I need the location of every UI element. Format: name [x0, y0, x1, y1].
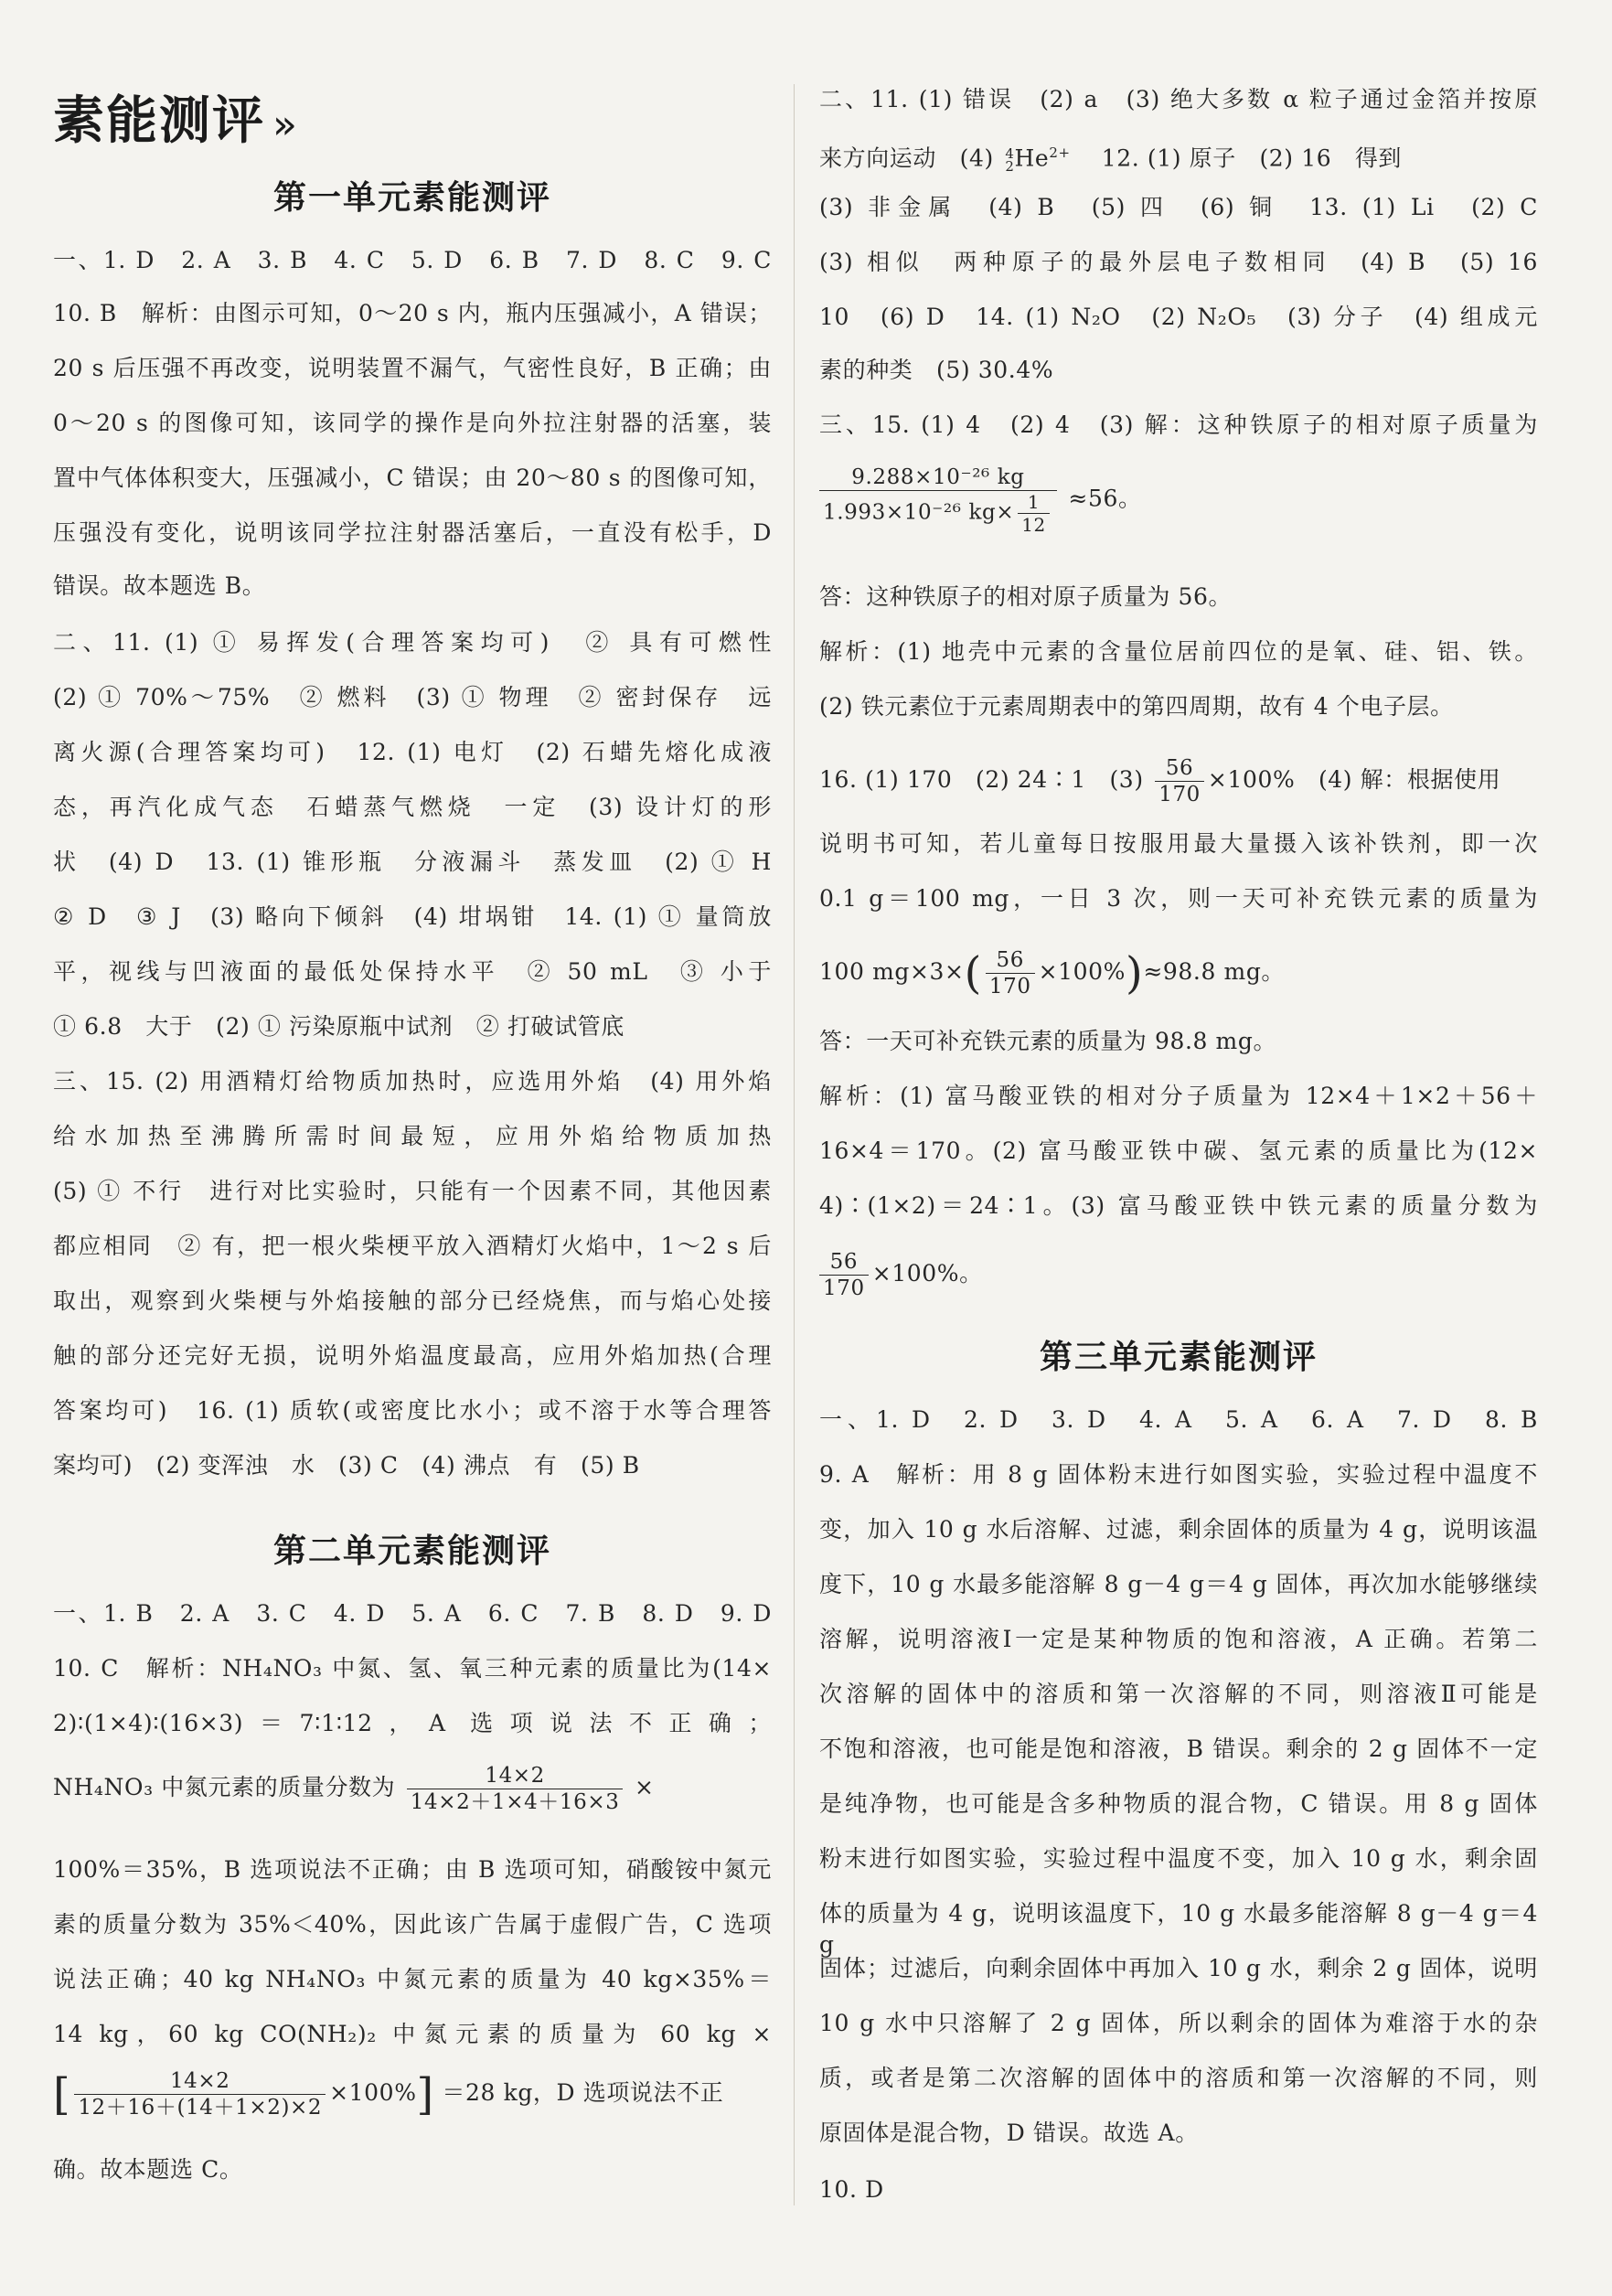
- answer-line: 给水加热至沸腾所需时间最短，应用外焰给物质加热: [53, 1123, 772, 1149]
- answer-line: 离火源(合理答案均可) 12. (1) 电灯 (2) 石蜡先熔化成液: [53, 739, 772, 765]
- atomic-number: 2: [1005, 157, 1015, 175]
- answer-line: 二、11. (1) 错误 (2) a (3) 绝大多数 α 粒子通过金箔并按原: [819, 86, 1538, 112]
- answer-line: (2) 铁元素位于元素周期表中的第四周期，故有 4 个电子层。: [819, 693, 1454, 720]
- unit-2-title: 第二单元素能测评: [272, 1532, 551, 1570]
- answer-line: 14 kg，60 kg CO(NH₂)₂ 中氮元素的质量为 60 kg ×: [53, 2021, 772, 2047]
- answer-line: 取出，观察到火柴梗与外焰接触的部分已经烧焦，而与焰心处接: [53, 1287, 772, 1314]
- answer-line: 平，视线与凹液面的最低处保持水平 ② 50 mL ③ 小于: [53, 958, 772, 985]
- answer-line: (5) ① 不行 进行对比实验时，只能有一个因素不同，其他因素: [53, 1178, 772, 1204]
- answer-line: 20 s 后压强不再改变，说明装置不漏气，气密性良好，B 正确；由: [53, 355, 772, 381]
- answer-line: 4)∶(1×2)＝24∶1。(3) 富马酸亚铁中铁元素的质量分数为: [819, 1192, 1538, 1219]
- answer-line: 解析：(1) 地壳中元素的含量位居前四位的是氧、硅、铝、铁。: [819, 638, 1538, 665]
- answer-line: 10. C 解析：NH₄NO₃ 中氮、氢、氧三种元素的质量比为(14×: [53, 1655, 772, 1682]
- fraction-denominator: 170: [988, 975, 1031, 998]
- answer-line: 变，加入 10 g 水后溶解、过滤，剩余固体的质量为 4 g，说明该温: [819, 1516, 1538, 1543]
- answer-line: 2)∶(1×4)∶(16×3)＝7∶1∶12，A 选项说法不正确；: [53, 1710, 772, 1736]
- unit-3-title: 第三单元素能测评: [1039, 1339, 1318, 1376]
- answer-line: 溶解，说明溶液Ⅰ一定是某种物质的饱和溶液，A 正确。若第二: [819, 1626, 1538, 1652]
- formula-text: 来方向运动 (4): [819, 144, 994, 172]
- answer-line: 10. B 解析：由图示可知，0～20 s 内，瓶内压强减小，A 错误；: [53, 300, 772, 326]
- answer-line: (3) 非金属 (4) B (5) 四 (6) 铜 13. (1) Li (2) C: [819, 194, 1538, 220]
- formula-text: ×100%: [1038, 958, 1126, 985]
- answer-line: 确。故本题选 C。: [53, 2156, 243, 2183]
- fraction-denominator: 170: [1158, 783, 1201, 806]
- formula-line: [819, 137, 1538, 174]
- answer-line: 错误。故本题选 B。: [53, 572, 266, 599]
- fraction-numerator: 56: [819, 1249, 869, 1276]
- answer-line: 是纯净物，也可能是含多种物质的混合物，C 错误。用 8 g 固体: [819, 1790, 1538, 1817]
- answer-line: 状 (4) D 13. (1) 锥形瓶 分液漏斗 蒸发皿 (2) ① H: [53, 849, 772, 875]
- fraction-denominator: 14×2＋1×4＋16×3: [410, 1790, 620, 1814]
- bracket: ]: [416, 2068, 434, 2120]
- fraction-numerator: 14×2: [407, 1763, 624, 1789]
- answer-line: 二、11. (1) ① 易挥发(合理答案均可) ② 具有可燃性: [53, 629, 772, 656]
- answer-line: 态，再汽化成气态 石蜡蒸气燃烧 一定 (3) 设计灯的形: [53, 794, 772, 820]
- answer-line: 三、15. (2) 用酒精灯给物质加热时，应选用外焰 (4) 用外焰: [53, 1068, 772, 1095]
- formula-text: ≈98.8 mg。: [1143, 958, 1286, 985]
- fraction-numerator: 14×2: [74, 2068, 326, 2095]
- answer-line: 说法正确；40 kg NH₄NO₃ 中氮元素的质量为 40 kg×35%＝: [53, 1966, 772, 1992]
- formula-text: ×100% (4) 解：根据使用: [1207, 766, 1501, 793]
- answer-line: 16×4＝170。(2) 富马酸亚铁中碳、氢元素的质量比为(12×: [819, 1137, 1538, 1164]
- element-symbol: He: [1014, 144, 1050, 172]
- answer-line: 压强没有变化，说明该同学拉注射器活塞后，一直没有松手，D: [53, 519, 772, 546]
- answer-line: 置中气体体积变大，压强减小，C 错误；由 20～80 s 的图像可知，: [53, 465, 772, 491]
- formula-line: [819, 1249, 1538, 1301]
- formula-text: NH₄NO₃ 中氮元素的质量分数为: [53, 1774, 396, 1800]
- answer-line: 一、1. B 2. A 3. C 4. D 5. A 6. C 7. B 8. D 9. D: [53, 1600, 772, 1627]
- answer-line: 粉末进行如图实验，实验过程中温度不变，加入 10 g 水，剩余固: [819, 1845, 1538, 1872]
- formula-text: ≈56。: [1068, 485, 1142, 512]
- formula-line: [819, 465, 1538, 536]
- fraction-denominator: 12: [1021, 514, 1046, 536]
- answer-line: 不饱和溶液，也可能是饱和溶液，B 错误。剩余的 2 g 固体不一定: [819, 1735, 1538, 1762]
- formula-text: ×100%: [329, 2079, 417, 2106]
- fraction: [1155, 755, 1204, 807]
- column-divider: [794, 84, 795, 2205]
- answer-line: 答案均可) 16. (1) 质软(或密度比水小；或不溶于水等合理答: [53, 1397, 772, 1424]
- fraction-numerator: 56: [986, 947, 1035, 974]
- answer-line: 10. D: [819, 2176, 884, 2203]
- fraction-numerator: 9.288×10⁻²⁶ kg: [819, 465, 1057, 491]
- answer-line: 体的质量为 4 g，说明该温度下，10 g 水最多能溶解 8 g－4 g＝4 g: [819, 1900, 1538, 1958]
- answer-line: 固体；过滤后，向剩余固体中再加入 10 g 水，剩余 2 g 固体，说明: [819, 1955, 1538, 1981]
- fraction-numerator: 1: [1018, 491, 1050, 514]
- answer-line: 答：一天可补充铁元素的质量为 98.8 mg。: [819, 1028, 1277, 1054]
- page-title: [53, 80, 299, 154]
- answer-line: 说明书可知，若儿童每日按服用最大量摄入该补铁剂，即一次: [819, 830, 1538, 857]
- answer-line: (2) ① 70%～75% ② 燃料 (3) ① 物理 ② 密封保存 远: [53, 684, 772, 710]
- answer-line: 质，或者是第二次溶解的固体中的溶质和第一次溶解的不同，则: [819, 2065, 1538, 2091]
- fraction: [74, 2068, 326, 2120]
- mass-number: 4: [1005, 144, 1015, 162]
- formula-text: ×: [635, 1774, 655, 1800]
- answer-line: 案均可) (2) 变浑浊 水 (3) C (4) 沸点 有 (5) B: [53, 1452, 640, 1479]
- answer-line: ① 6.8 大于 (2) ① 污染原瓶中试剂 ② 打破试管底: [53, 1013, 625, 1040]
- answer-line: 一、1. D 2. D 3. D 4. A 5. A 6. A 7. D 8. B: [819, 1406, 1538, 1433]
- fraction: [986, 947, 1035, 999]
- answer-line: 一、1. D 2. A 3. B 4. C 5. D 6. B 7. D 8. C 9. C: [53, 247, 772, 273]
- unit-1-title: 第一单元素能测评: [272, 179, 551, 217]
- answer-line: 原固体是混合物，D 错误。故选 A。: [819, 2120, 1199, 2146]
- answer-line: ② D ③ J (3) 略向下倾斜 (4) 坩埚钳 14. (1) ① 量筒放: [53, 903, 772, 930]
- formula-text: ＝28 kg，D 选项说法不正: [442, 2079, 724, 2106]
- answer-line: 9. A 解析：用 8 g 固体粉末进行如图实验，实验过程中温度不: [819, 1461, 1538, 1488]
- answer-line: 都应相同 ② 有，把一根火柴梗平放入酒精灯火焰中，1～2 s 后: [53, 1233, 772, 1259]
- fraction: [1018, 491, 1050, 536]
- bracket: (: [964, 947, 982, 999]
- denominator-text: 1.993×10⁻²⁶ kg×: [823, 500, 1015, 525]
- fraction: [819, 1249, 869, 1301]
- bracket: ): [1126, 947, 1144, 999]
- title-text: 素能测评: [53, 91, 265, 151]
- answer-line: 素的质量分数为 35%＜40%，因此该广告属于虚假广告，C 选项: [53, 1911, 772, 1938]
- fraction: [407, 1763, 624, 1815]
- answer-line: 触的部分还完好无损，说明外焰温度最高，应用外焰加热(合理: [53, 1342, 772, 1369]
- answer-line: 度下，10 g 水最多能溶解 8 g－4 g＝4 g 固体，再次加水能够继续: [819, 1571, 1538, 1597]
- formula-text: 12. (1) 原子 (2) 16 得到: [1078, 144, 1403, 172]
- answer-line: 次溶解的固体中的溶质和第一次溶解的不同，则溶液Ⅱ可能是: [819, 1681, 1538, 1707]
- chevron-icon: »: [272, 101, 299, 148]
- answer-line: 0～20 s 的图像可知，该同学的操作是向外拉注射器的活塞，装: [53, 410, 772, 436]
- answer-line: 答：这种铁原子的相对原子质量为 56。: [819, 583, 1233, 610]
- formula-line: [53, 2068, 772, 2120]
- answer-line: 10 g 水中只溶解了 2 g 固体，所以剩余的固体为难溶于水的杂: [819, 2010, 1538, 2036]
- answer-line: (3) 相似 两种原子的最外层电子数相同 (4) B (5) 16: [819, 249, 1538, 275]
- fraction-denominator: [819, 491, 1057, 536]
- answer-line: 三、15. (1) 4 (2) 4 (3) 解：这种铁原子的相对原子质量为: [819, 411, 1538, 438]
- fraction-denominator: 12＋16＋(14＋1×2)×2: [78, 2096, 323, 2120]
- formula-line: [53, 1763, 772, 1815]
- formula-line: [819, 755, 1538, 807]
- formula-line: [819, 947, 1538, 999]
- bracket: [: [53, 2068, 71, 2120]
- formula-text: ×100%。: [871, 1260, 983, 1287]
- formula-text: 16. (1) 170 (2) 24∶1 (3): [819, 766, 1144, 793]
- formula-text: 100 mg×3×: [819, 958, 965, 985]
- answer-line: 10 (6) D 14. (1) N₂O (2) N₂O₅ (3) 分子 (4) 组成元: [819, 304, 1538, 330]
- fraction-denominator: 170: [823, 1276, 865, 1300]
- ion-charge: 2+: [1049, 144, 1071, 161]
- answer-line: 100%＝35%，B 选项说法不正确；由 B 选项可知，硝酸铵中氮元: [53, 1856, 772, 1883]
- answer-line: 0.1 g＝100 mg，一日 3 次，则一天可补充铁元素的质量为: [819, 885, 1538, 912]
- fraction: [819, 465, 1057, 536]
- fraction-numerator: 56: [1155, 755, 1204, 782]
- answer-line: 解析：(1) 富马酸亚铁的相对分子质量为 12×4＋1×2＋56＋: [819, 1083, 1538, 1109]
- answer-line: 素的种类 (5) 30.4%: [819, 357, 1054, 383]
